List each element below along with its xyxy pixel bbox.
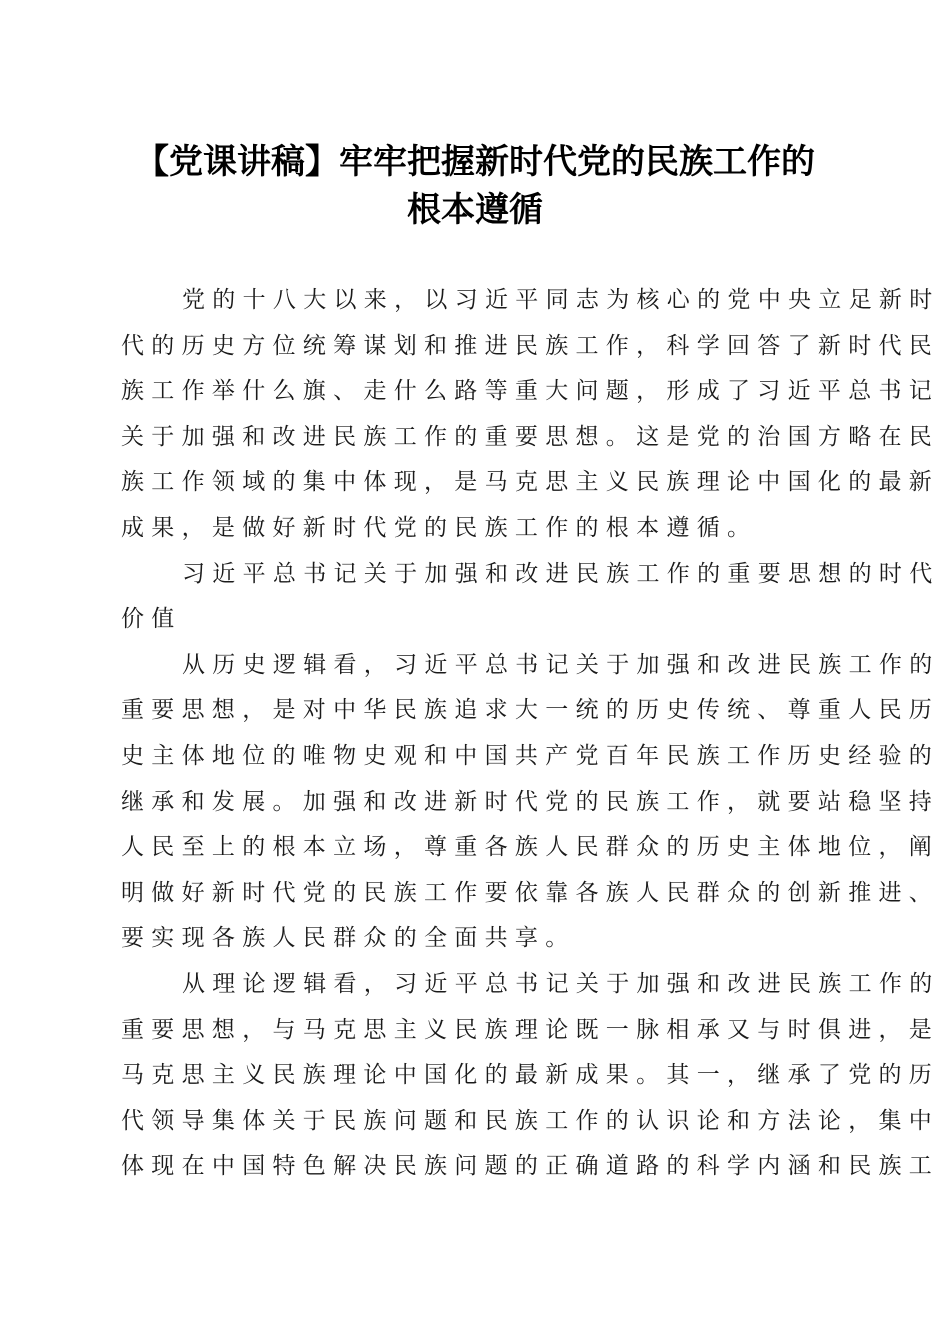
title-line-2: 根本遵循	[407, 190, 543, 230]
text-line: 体现在中国特色解决民族问题的正确道路的科学内涵和民族工	[121, 1153, 940, 1180]
text-line: 马克思主义民族理论中国化的最新成果。其一，继承了党的历	[121, 1062, 940, 1089]
text-line: 关于加强和改进民族工作的重要思想。这是党的治国方略在民	[121, 423, 940, 450]
text-line: 继承和发展。加强和改进新时代党的民族工作，就要站稳坚持	[121, 788, 940, 815]
title-line-1: 【党课讲稿】牢牢把握新时代党的民族工作的	[135, 142, 815, 182]
document-body	[121, 278, 940, 1190]
text-line: 族工作领域的集中体现，是马克思主义民族理论中国化的最新	[121, 469, 940, 496]
text-line: 代领导集体关于民族问题和民族工作的认识论和方法论，集中	[121, 1107, 940, 1134]
text-line: 习近平总书记关于加强和改进民族工作的重要思想的时代	[182, 560, 940, 587]
text-line: 重要思想，与马克思主义民族理论既一脉相承又与时俱进，是	[121, 1016, 940, 1043]
text-line: 代的历史方位统筹谋划和推进民族工作，科学回答了新时代民	[121, 332, 940, 359]
text-line: 明做好新时代党的民族工作要依靠各族人民群众的创新推进、	[121, 879, 940, 906]
text-line: 党的十八大以来，以习近平同志为核心的党中央立足新时	[182, 287, 940, 313]
paragraph-historical-logic	[121, 643, 940, 962]
text-line: 要实现各族人民群众的全面共享。	[121, 925, 576, 952]
text-line: 成果，是做好新时代党的民族工作的根本遵循。	[121, 514, 758, 541]
text-line: 价值	[121, 606, 182, 633]
section-heading	[121, 552, 940, 643]
document-title	[100, 138, 850, 234]
text-line: 重要思想，是对中华民族追求大一统的历史传统、尊重人民历	[121, 697, 940, 724]
text-line: 史主体地位的唯物史观和中国共产党百年民族工作历史经验的	[121, 742, 940, 769]
text-line: 从历史逻辑看，习近平总书记关于加强和改进民族工作的	[182, 651, 940, 678]
paragraph-theoretical-logic	[121, 962, 940, 1190]
text-line: 人民至上的根本立场，尊重各族人民群众的历史主体地位，阐	[121, 834, 940, 861]
paragraph-intro	[121, 278, 940, 552]
text-line: 族工作举什么旗、走什么路等重大问题，形成了习近平总书记	[121, 378, 940, 405]
text-line: 从理论逻辑看，习近平总书记关于加强和改进民族工作的	[182, 970, 940, 997]
